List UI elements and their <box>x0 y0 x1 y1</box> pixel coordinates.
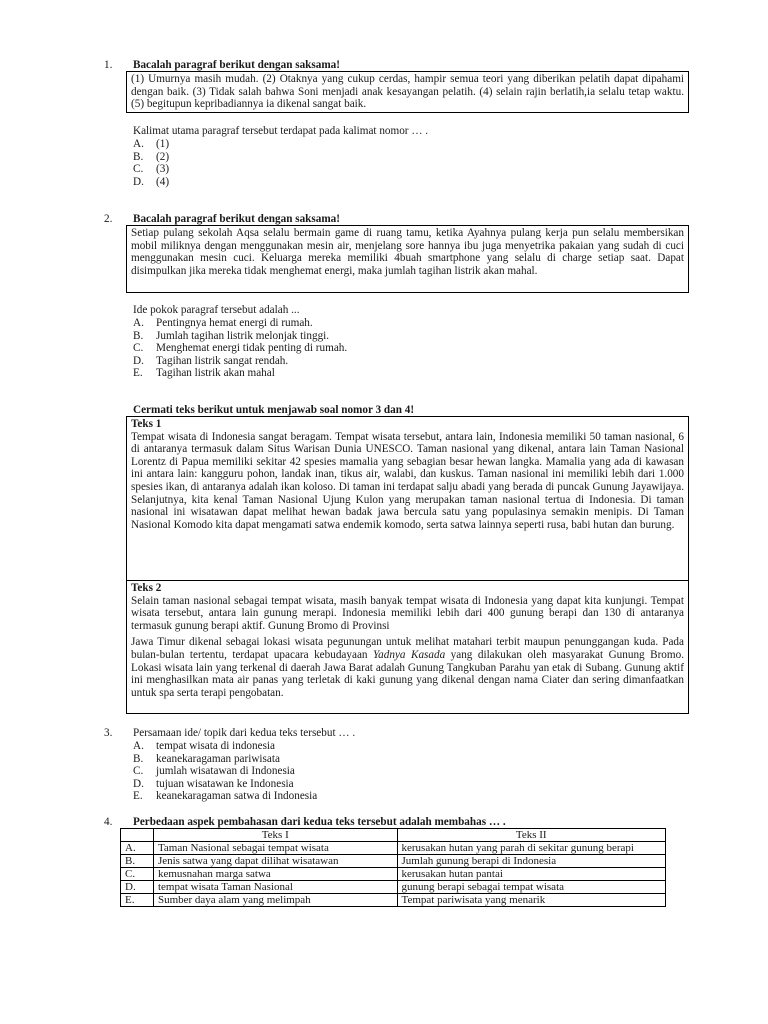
q1-question: Kalimat utama paragraf tersebut terdapat pada kalimat nomor … . <box>133 125 429 137</box>
table-row[interactable]: B. Jenis satwa yang dapat dilihat wisatawan Jumlah gunung berapi di Indonesia <box>121 855 666 868</box>
option[interactable]: A. tempat wisata di indonesia <box>133 740 275 752</box>
q3-number: 3. <box>104 727 113 739</box>
q1-number: 1. <box>104 59 113 71</box>
teks2-body-b: Jawa Timur dikenal sebagai lokasi wisata pegunungan untuk melihat matahari terbit maupun penunggangan kuda. Pada bulan-bulan tertentu, terdapat upacara kebudayaan Yadnya Kasada yang dilakukan oleh masyarakat Gunung Bromo. Lokasi wisata lain yang terkenal di daerah Jawa Barat adalah Gunung Tangkuban Parahu yan etak di Subang. Gunung aktif ini menghasilkan mata air panas yang terletak di kaki gunung yang dikenal dengan nama Ciater dan sering dimanfaatkan untuk spa serta terapi pengobatan. <box>131 636 684 699</box>
q2-number: 2. <box>104 213 113 225</box>
option[interactable]: C. jumlah wisatawan di Indonesia <box>133 765 295 778</box>
col-header-teks2: Teks II <box>397 829 666 842</box>
q2-paragraph: Setiap pulang sekolah Aqsa selalu bermain game di ruang tamu, ketika Ayahnya pulang kerja pun selalu membersikan mobil miliknya dengan menggunakan mesin air, menjelang sore hannya ibu juga menyetrika pakaian yang sudah di cuci menggunakan mesin cuci. Keluarga mereka memiliki 4buah smartphone yang selalu di charge setiap saat. Dapat disimpulkan jika mereka tidak menghemat energi, maka jumlah tagihan listrik akan mahal. <box>131 227 684 277</box>
option[interactable]: C. Menghemat energi tidak penting di rumah. <box>133 342 348 355</box>
option[interactable]: B. Jumlah tagihan listrik melonjak tinggi. <box>133 329 330 342</box>
q2-question: Ide pokok paragraf tersebut adalah ... <box>133 304 300 316</box>
q4-heading: Perbedaan aspek pembahasan dari kedua teks tersebut adalah membahas … . <box>133 816 506 828</box>
table-row[interactable]: A. Taman Nasional sebagai tempat wisata kerusakan hutan yang parah di sekitar gunung berapi <box>121 842 666 855</box>
teks1-body: Tempat wisata di Indonesia sangat beragam. Tempat wisata tersebut, antara lain, Indonesia memiliki 50 taman nasional, 6 di antaranya termasuk dalam Situs Warisan Dunia UNESCO. Taman nasional yang dikenal, antara lain Taman Nasional Lorentz di Papua memiliki sekitar 42 spesies mamalia yang sebagian besar hewan langka. Mamalia yang ada di kawasan ini antara lain: kangguru pohon, landak inan, tikus air, walabi, dan kuskus. Taman nasional ini memiliki lebih dari 1.000 spesies ikan, di antaranya adalah ikan koloso. Di taman ini terdapat salju abadi yang berada di puncak Gunung Jayawijaya. Selanjutnya, kita kenal Taman Nasional Ujung Kulon yang merupakan taman nasional tertua di Indonesia. Di taman nasional ini wisatawan dapat melihat hewan badak jawa bercula satu yang populasinya semakin menipis. Di Taman Nasional Komodo kita dapat mengamati satwa endemik komodo, serta satwa lainnya seperti rusa, babi hutan dan burung. <box>131 430 684 531</box>
q1-options <box>133 138 169 188</box>
option[interactable]: E. Tagihan listrik akan mahal <box>133 367 275 380</box>
table-row[interactable]: D. tempat wisata Taman Nasional gunung berapi sebagai tempat wisata <box>121 881 666 894</box>
option[interactable]: D. Tagihan listrik sangat rendah. <box>133 354 289 367</box>
q1-paragraph: (1) Umurnya masih mudah. (2) Otaknya yang cukup cerdas, hampir semua teori yang diberikan pelatih dapat dipahami dengan baik. (3) Tidak salah bahwa Soni menjadi anak kesayangan pelatih. (4) selain rajin berlatih,ia selalu tetap waktu. (5) begitupun kepribadiannya ia dikenal sangat baik. <box>131 73 684 111</box>
q2-heading: Bacalah paragraf berikut dengan saksama! <box>133 213 340 225</box>
q3-options <box>133 740 317 803</box>
teks2-title: Teks 2 <box>131 582 162 594</box>
option[interactable]: D. (4) <box>133 175 170 188</box>
option[interactable]: E. keanekaragaman satwa di Indonesia <box>133 790 318 803</box>
teks2-italic: Yadnya Kasada <box>372 648 446 661</box>
q4-table <box>120 828 666 907</box>
option[interactable]: B. keanekaragaman pariwisata <box>133 752 280 765</box>
option[interactable]: A. Pentingnya hemat energi di rumah. <box>133 317 313 329</box>
col-header-teks1: Teks I <box>153 829 397 842</box>
teks1-box <box>126 416 689 581</box>
table-header-row <box>121 829 666 842</box>
q1-paragraph-box <box>126 71 689 113</box>
teks2-box <box>126 580 689 714</box>
q3-question: Persamaan ide/ topik dari kedua teks tersebut … . <box>133 727 356 739</box>
option[interactable]: C. (3) <box>133 163 170 176</box>
texts-heading: Cermati teks berikut untuk menjawab soal nomor 3 dan 4! <box>133 404 415 416</box>
option[interactable]: A. (1) <box>133 138 170 150</box>
q2-options <box>133 317 347 380</box>
teks1-title: Teks 1 <box>131 418 162 430</box>
teks2-body-a: Selain taman nasional sebagai tempat wisata, masih banyak tempat wisata di Indonesia yang dapat kita kunjungi. Tempat wisata tersebut, antara lain gunung merapi. Indonesia memiliki lebih dari 400 gunung berapi dan 130 di antaranya termasuk gunung berapi aktif. Gunung Bromo di Provinsi <box>131 594 684 632</box>
option[interactable]: B. (2) <box>133 150 170 163</box>
q1-heading: Bacalah paragraf berikut dengan saksama! <box>133 59 340 71</box>
q2-paragraph-box <box>126 225 689 293</box>
table-row[interactable]: C. kemusnahan marga satwa kerusakan hutan pantai <box>121 868 666 881</box>
option[interactable]: D. tujuan wisatawan ke Indonesia <box>133 777 294 790</box>
table-row[interactable]: E. Sumber daya alam yang melimpah Tempat pariwisata yang menarik <box>121 894 666 907</box>
q4-number: 4. <box>104 816 113 828</box>
